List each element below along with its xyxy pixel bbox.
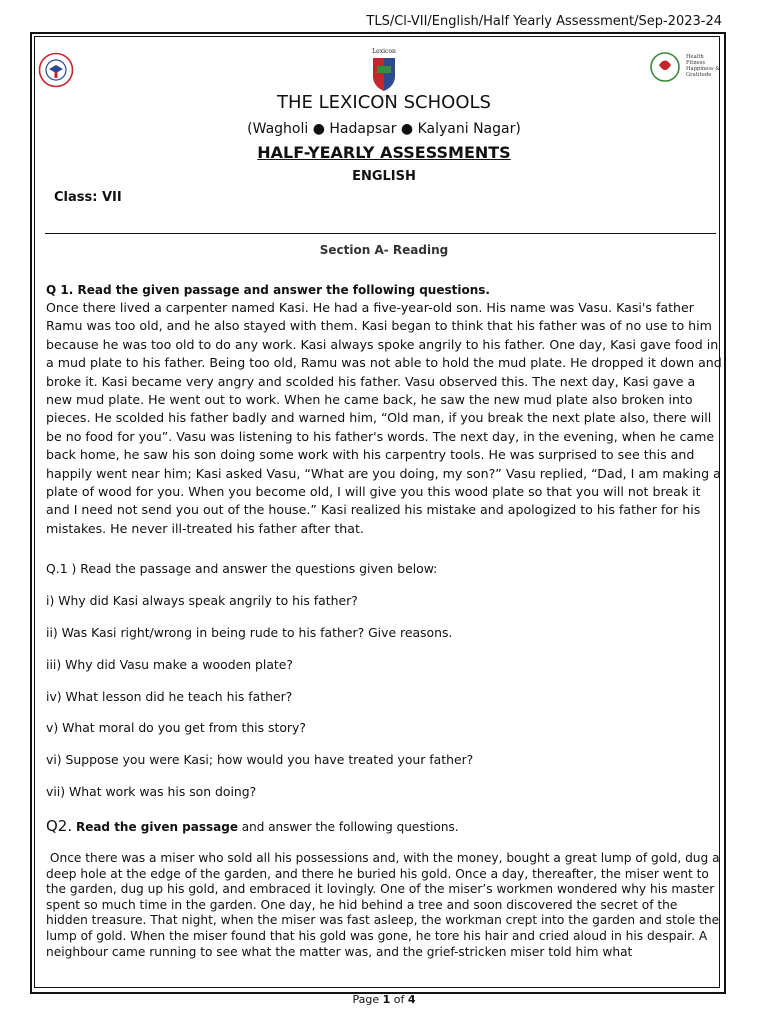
document-reference: TLS/Cl-VII/English/Half Yearly Assessment/Sep-2023-24 <box>366 14 722 29</box>
question-item: iv) What lesson did he teach his father? <box>46 689 293 704</box>
question-1-heading: Q 1. Read the given passage and answer the following questions. <box>46 283 490 297</box>
question-item: vi) Suppose you were Kasi; how would you have treated your father? <box>46 752 474 767</box>
page-total: 4 <box>407 993 416 1006</box>
subject-title: ENGLISH <box>352 169 416 184</box>
assessment-title: HALF-YEARLY ASSESSMENTS <box>257 143 511 162</box>
lexicon-logo-text: Lexicon <box>372 48 396 55</box>
page-current: 1 <box>382 993 391 1006</box>
section-heading: Section A- Reading <box>319 243 449 257</box>
question-item: vii) What work was his son doing? <box>46 784 257 799</box>
question-item: ii) Was Kasi right/wrong in being rude to his father? Give reasons. <box>46 625 453 640</box>
passage-2 <box>46 851 722 960</box>
question-2-heading <box>46 817 459 835</box>
school-seal-logo <box>38 52 74 88</box>
health-happiness-logo <box>648 48 720 90</box>
question-2-number: Q2. <box>46 817 73 835</box>
right-logo-line-3: Happiness & <box>686 66 720 72</box>
question-item: iii) Why did Vasu make a wooden plate? <box>46 657 293 672</box>
header-divider <box>45 233 716 234</box>
right-logo-line-4: Gratitude <box>686 72 712 78</box>
school-name: THE LEXICON SCHOOLS <box>277 92 491 113</box>
question-2-heading-bold: Read the given passage <box>75 820 238 834</box>
passage-1: Once there lived a carpenter named Kasi. He had a five-year-old son. His name was Vasu. Kasi's father Ramu was too old, and he also stayed with them. Kasi began to think that his father was of no use to him because he was too old to do any work. Kasi always spoke angrily to his father. One day, Kasi gave food in a mud plate to his father. Being too old, Ramu was not able to hold the mud plate. He dropped it down and broke it. Kasi became very angry and scolded his father. Vasu observed this. The next day, Kasi gave a new mud plate. He went out to work. When he came back, he saw the new mud plate also broken into pieces. He scolded his father badly and warned him, “Old man, if you break the next plate also, there will be no food for you”. Vasu was listening to his father's words. The next day, in the evening, when he came back home, he saw his son doing some work with his carpentry tools. He was surprised to see this and happily went near him; Kasi asked Vasu, “What are you doing, my son?” Vasu replied, “Dad, I am making a plate of wood for you. When you become old, I will give you this wood plate so that you will not break it and I need not send you out of the house.” Kasi realized his mistake and apologized to his father for his mistakes. He never ill-treated his father after that. <box>46 300 722 536</box>
right-logo-line-2: Fitness <box>686 60 706 66</box>
page-number <box>0 993 768 1006</box>
passage-2-text: Once there was a miser who sold all his possessions and, with the money, bought a great lump of gold, dug a deep hole at the edge of the garden, and there he buried his gold. Once a day, thereafter, the miser went to the garden, dug up his gold, and embraced it lovingly. One of the miser’s workmen wondered why his master spent so much time in the garden. One day, he hid behind a tree and soon discovered the secret of the hidden treasure. That night, when the miser was fast asleep, the workman crept into the garden and stole the lump of gold. When the miser found that his gold was gone, he tore his hair and cried aloud in his despair. A neighbour came running to see what the matter was, and the grief-stricken miser told him what <box>46 851 720 959</box>
campus-list: (Wagholi ● Hadapsar ● Kalyani Nagar) <box>247 121 521 137</box>
page-of: of <box>390 993 408 1006</box>
question-item: i) Why did Kasi always speak angrily to his father? <box>46 593 358 608</box>
class-label: Class: VII <box>54 190 122 205</box>
right-logo-line-1: Health <box>686 54 704 60</box>
question-item: v) What moral do you get from this story? <box>46 720 306 735</box>
question-1-instruction: Q.1 ) Read the passage and answer the questions given below: <box>46 561 438 576</box>
page-prefix: Page <box>352 993 383 1006</box>
question-2-heading-rest: and answer the following questions. <box>237 820 459 834</box>
